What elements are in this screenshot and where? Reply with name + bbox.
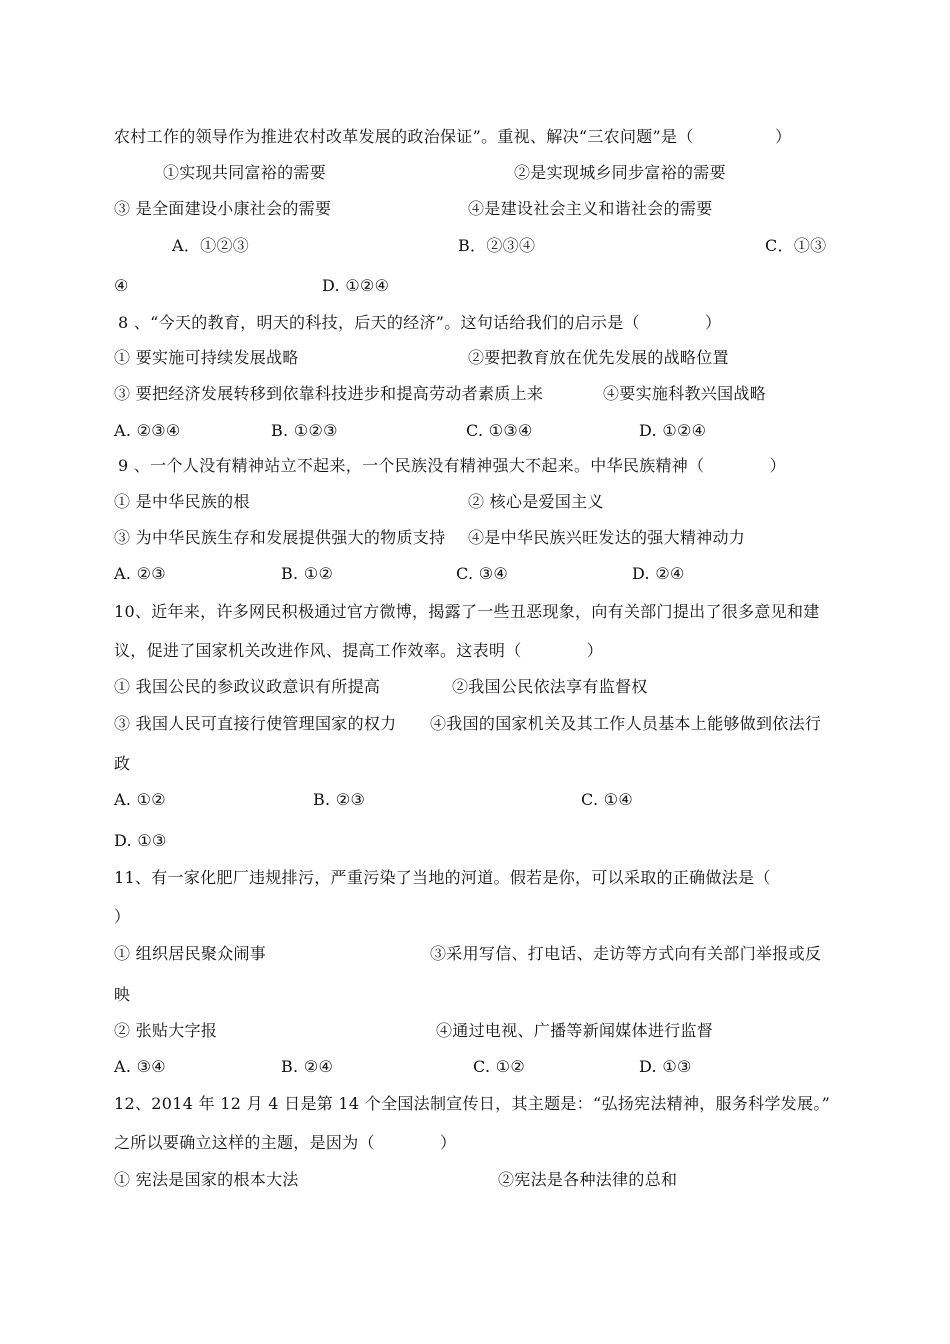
- answer-choice-a: A. ③④: [114, 1057, 166, 1076]
- option-1: ①实现共同富裕的需要: [163, 163, 327, 182]
- question-12-stem-continued: 之所以要确立这样的主题，是因为（ ）: [114, 1133, 457, 1152]
- question-10-stem-continued: 议，促进了国家机关改进作风、提高工作效率。这表明（ ）: [114, 641, 604, 660]
- question-11-stem-continued: ）: [114, 907, 131, 926]
- question-7-stem-tail: 农村工作的领导作为推进农村改革发展的政治保证”。重视、解决“三农问题”是（ ）: [114, 127, 792, 146]
- option-3: ③ 是全面建设小康社会的需要: [114, 199, 332, 218]
- question-9-stem: 9 、一个人没有精神站立不起来，一个民族没有精神强大不起来。中华民族精神（ ）: [118, 456, 786, 475]
- answer-choice-d: D. ①③: [114, 831, 167, 850]
- option-3: ③ 要把经济发展转移到依靠科技进步和提高劳动者素质上来: [114, 384, 544, 403]
- answer-choice-a: A. ②③④: [114, 421, 181, 440]
- option-3: ③采用写信、打电话、走访等方式向有关部门举报或反: [430, 944, 822, 963]
- option-2: ②是实现城乡同步富裕的需要: [514, 163, 726, 182]
- option-4-continued: 政: [114, 754, 131, 773]
- option-4: ④是建设社会主义和谐社会的需要: [468, 199, 713, 218]
- option-1: ① 是中华民族的根: [114, 492, 250, 511]
- answer-choice-d: D. ①②④: [322, 276, 390, 295]
- option-1: ① 要实施可持续发展战略: [114, 348, 299, 367]
- option-4: ④要实施科教兴国战略: [603, 384, 767, 403]
- option-2: ②宪法是各种法律的总和: [498, 1170, 678, 1189]
- answer-choice-b: B．②③④: [458, 236, 536, 255]
- answer-choice-c: C. ①②: [473, 1057, 526, 1076]
- answer-choice-c: C. ①④: [581, 790, 634, 809]
- option-3-continued: 映: [114, 985, 131, 1004]
- answer-choice-a: A．①②③: [172, 236, 250, 255]
- answer-choice-c: C．①③: [765, 236, 827, 255]
- option-1: ① 宪法是国家的根本大法: [114, 1170, 299, 1189]
- option-2: ②我国公民依法享有监督权: [452, 677, 648, 696]
- answer-choice-c: C. ①③④: [466, 421, 533, 440]
- option-4: ④通过电视、广播等新闻媒体进行监督: [436, 1021, 714, 1040]
- answer-choice-d: D. ②④: [632, 564, 685, 583]
- option-2: ② 核心是爱国主义: [468, 492, 604, 511]
- option-2: ②要把教育放在优先发展的战略位置: [468, 348, 729, 367]
- option-3: ③ 为中华民族生存和发展提供强大的物质支持: [114, 528, 446, 547]
- answer-choice-c-continued: ④: [114, 276, 129, 295]
- answer-choice-c: C. ③④: [456, 564, 509, 583]
- question-10-stem: 10、近年来，许多网民积极通过官方微博，揭露了一些丑恶现象，向有关部门提出了很多意见和建: [114, 602, 820, 621]
- answer-choice-a: A. ①②: [114, 790, 166, 809]
- answer-choice-d: D. ①②④: [639, 421, 707, 440]
- answer-choice-b: B. ①②③: [271, 421, 338, 440]
- answer-choice-b: B. ①②: [281, 564, 334, 583]
- option-3: ③ 我国人民可直接行使管理国家的权力: [114, 714, 397, 733]
- question-11-stem: 11、有一家化肥厂违规排污，严重污染了当地的河道。假若是你，可以采取的正确做法是（: [114, 868, 771, 887]
- option-4: ④是中华民族兴旺发达的强大精神动力: [468, 528, 746, 547]
- answer-choice-b: B. ②④: [281, 1057, 334, 1076]
- answer-choice-a: A. ②③: [114, 564, 166, 583]
- option-2: ② 张贴大字报: [114, 1021, 218, 1040]
- option-1: ① 我国公民的参政议政意识有所提高: [114, 677, 381, 696]
- question-8-stem: 8 、“今天的教育，明天的科技，后天的经济”。这句话给我们的启示是（ ）: [118, 313, 722, 332]
- option-1: ① 组织居民聚众闹事: [114, 944, 267, 963]
- option-4: ④我国的国家机关及其工作人员基本上能够做到依法行: [430, 714, 822, 733]
- answer-choice-b: B. ②③: [313, 790, 366, 809]
- question-12-stem: 12、2014 年 12 月 4 日是第 14 个全国法制宣传日，其主题是：“弘扬宪法精神，服务科学发展。”: [114, 1094, 831, 1113]
- answer-choice-d: D. ①③: [639, 1057, 692, 1076]
